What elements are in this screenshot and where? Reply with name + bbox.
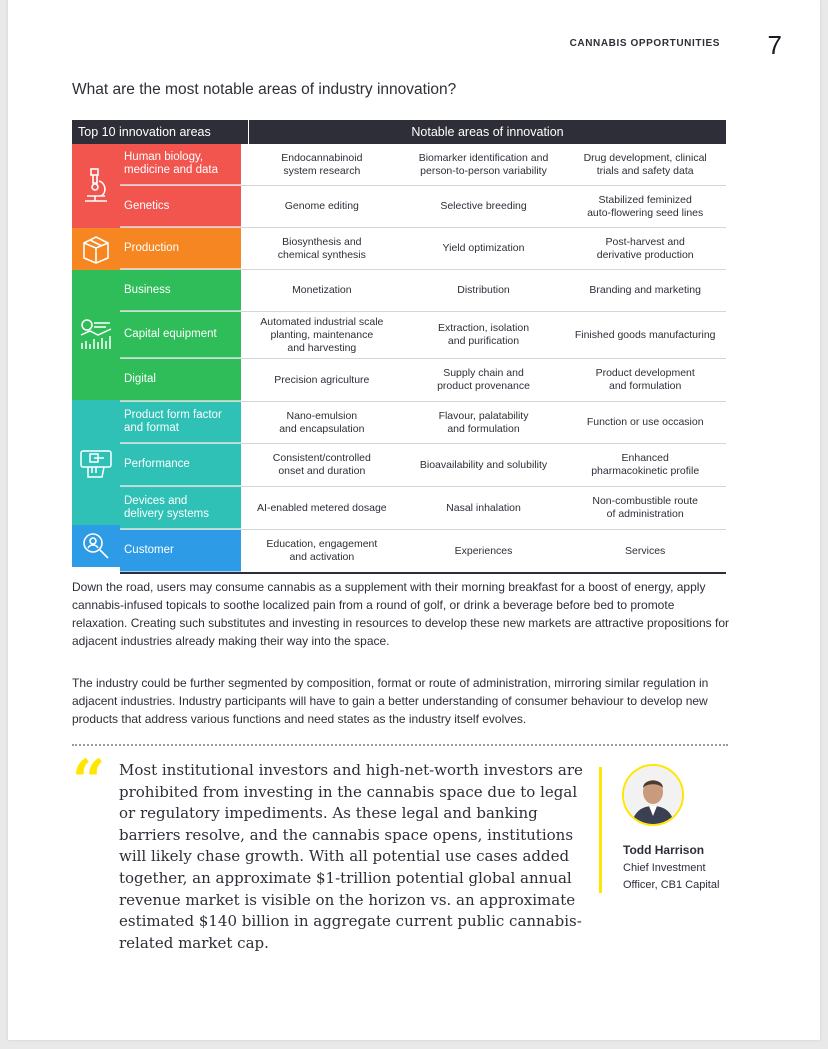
section-question: What are the most notable areas of industry innovation? — [72, 81, 457, 98]
area-label — [120, 444, 241, 486]
table-cell: Non-combustible route of administration — [592, 495, 698, 520]
segment-orange — [72, 228, 120, 270]
table-cell: Consistent/controlled onset and duration — [272, 452, 371, 477]
box-icon — [80, 234, 112, 264]
table-cell: Drug development, clinical trials and safety data — [583, 151, 707, 177]
area-label — [120, 144, 241, 185]
table-row — [120, 312, 726, 359]
table-cell: Bioavailability and solubility — [419, 458, 548, 471]
segment-green — [72, 270, 120, 400]
table-cell: Product development and formulation — [595, 367, 695, 392]
dotted-divider — [72, 744, 728, 746]
body-paragraph: The industry could be further segmented by composition, format or route of administration, mirroring similar regulation in adjacent industries. Industry participants will have to gain a better understanding of consumer behaviour to develop new products that address various functions and need states as the industry itself evolves. — [72, 676, 709, 726]
table-cell: Enhanced pharmacokinetic profile — [591, 452, 700, 477]
area-text: Human biology, medicine and data — [124, 151, 218, 176]
innovation-table — [72, 120, 726, 574]
table-cell: Monetization — [292, 284, 352, 296]
area-label — [120, 228, 241, 269]
quote-mark-icon: “ — [72, 747, 106, 815]
area-label — [120, 270, 241, 311]
table-cell: Extraction, isolation and purification — [437, 322, 530, 347]
table-cell: Selective breeding — [440, 200, 527, 212]
person-name: Todd Harrison — [623, 843, 705, 857]
table-cell: Precision agriculture — [274, 373, 370, 386]
equipment-chart-icon — [78, 317, 114, 353]
table-cell: Function or use occasion — [586, 416, 704, 428]
table-header — [72, 120, 726, 144]
table-cell: Yield optimization — [442, 242, 525, 254]
table-cell: Services — [625, 544, 666, 557]
section-label: CANNABIS OPPORTUNITIES — [569, 38, 720, 49]
area-label — [120, 359, 241, 401]
page-number: 7 — [767, 30, 782, 60]
table-row — [120, 270, 726, 312]
table-cell: Supply chain and product provenance — [437, 367, 530, 392]
table-cell: Flavour, palatability and formulation — [438, 409, 529, 435]
table-cell: Distribution — [457, 284, 510, 296]
table-row — [120, 359, 726, 402]
table-cell: Nasal inhalation — [446, 501, 521, 514]
table-cell: Education, engagement and activation — [266, 538, 378, 563]
area-label — [120, 530, 241, 572]
table-cell: Nano-emulsion and encapsulation — [279, 409, 365, 435]
segment-red — [72, 144, 120, 228]
area-text: Business — [124, 283, 171, 296]
table-cell: Branding and marketing — [589, 284, 701, 296]
area-label — [120, 402, 241, 443]
avatar — [622, 764, 684, 826]
microscope-icon — [81, 167, 111, 205]
area-label — [120, 186, 241, 227]
table-cell: Biomarker identification and person-to-person variability — [418, 151, 549, 177]
table-cell: Finished goods manufacturing — [574, 328, 716, 341]
segment-teal — [72, 400, 120, 525]
pull-quote: Most institutional investors and high-net-worth investors are prohibited from investing in the cannabis space due to legal or regulatory impediments. As these legal and banking barriers resolve, and the cannabis space opens, institutions will likely chase growth. With all potential use cases added together, an approximate $1-trillion potential global annual revenue market is visible on the horizon vs. an approximate estimated $140 billion in aggregate current public cannabis-related market cap. — [119, 761, 583, 952]
area-text: Capital equipment — [124, 328, 217, 340]
area-text: Production — [124, 241, 179, 254]
category-icon-column — [72, 144, 120, 574]
quote-accent-bar — [599, 767, 602, 893]
segment-blue — [72, 525, 120, 567]
body-paragraph: Down the road, users may consume cannabis as a supplement with their morning breakfast for a boost of energy, apply cannabis-infused topicals to soothe localized pain from a round of golf, or drink a beverage before bed to promote relaxation. Creating such substitutes and investing in resources to develop these new markets are attractive propositions for adjacent industries already making their way into the space. — [72, 580, 730, 648]
area-label — [120, 312, 241, 358]
table-cell: Experiences — [454, 544, 513, 557]
header-notable-areas: Notable areas of innovation — [411, 125, 564, 139]
person-title: Chief Investment Officer, CB1 Capital — [623, 862, 720, 891]
person-portrait-icon — [624, 766, 682, 824]
table-row — [120, 402, 726, 444]
area-text: Digital — [124, 373, 156, 385]
magnifier-customer-icon — [80, 531, 112, 561]
table-row — [120, 228, 726, 270]
table-row — [120, 144, 726, 186]
table-cell: Post-harvest and derivative production — [596, 235, 694, 261]
report-page — [8, 0, 820, 1040]
area-text: Customer — [124, 544, 174, 556]
table-cell: Stabilized feminized auto-flowering seed lines — [587, 193, 704, 219]
area-text: Performance — [124, 458, 190, 470]
table-body — [120, 144, 726, 574]
table-cell: Genome editing — [284, 200, 359, 212]
table-cell: AI-enabled metered dosage — [257, 501, 387, 514]
area-text: Product form factor and format — [124, 409, 222, 434]
area-label — [120, 487, 241, 529]
area-text: Genetics — [124, 199, 170, 212]
tablet-hand-icon — [78, 445, 114, 481]
table-row — [120, 186, 726, 228]
table-row — [120, 444, 726, 487]
table-cell: Automated industrial scale planting, maintenance and harvesting — [260, 315, 384, 354]
table-cell: Biosynthesis and chemical synthesis — [277, 235, 366, 261]
table-cell: Endocannabinoid system research — [281, 151, 363, 177]
area-text: Devices and delivery systems — [124, 494, 209, 520]
table-row — [120, 487, 726, 530]
header-innovation-areas: Top 10 innovation areas — [72, 120, 249, 144]
table-row — [120, 530, 726, 574]
